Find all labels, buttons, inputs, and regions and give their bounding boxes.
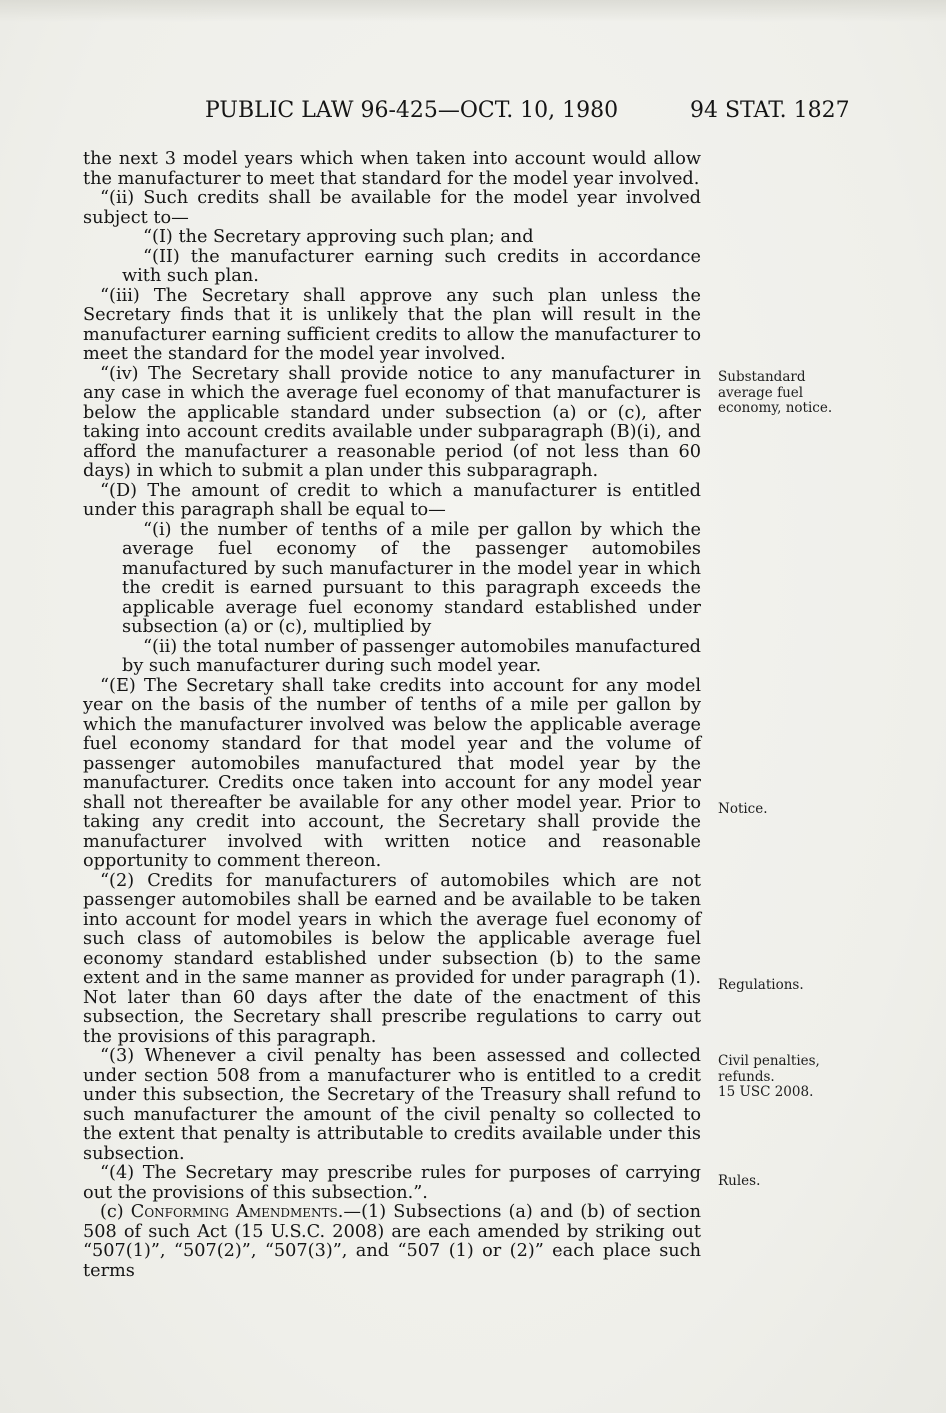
margin-note-line: economy, notice. — [718, 400, 833, 416]
paragraph-2-non-passenger-credits: “(2) Credits for manufacturers of automobiles which are not passenger automobiles shall be earned and be available to be taken into account for model years in which the average fuel economy of such class of automobiles is below the applicable average fuel economy standard established under subsection (b) to the same extent and in the same manner as provided for under paragraph (1). Not later than 60 days after the date of the enactment of this subsection, the Secretary shall prescribe regulations to carry out the provisions of this paragraph. — [83, 870, 701, 1047]
margin-note-civil-penalties — [718, 1054, 848, 1101]
margin-note-line: Substandard — [718, 369, 806, 385]
margin-note-line: refunds. — [718, 1068, 775, 1085]
paragraph-I-secretary-approving: “(I) the Secretary approving such plan; and — [143, 227, 534, 247]
paragraph-ii-total-number: “(ii) the total number of passenger automobiles manufactured by such manufacturer during such model year. — [122, 636, 701, 676]
paragraph-i-tenths-of-mile: “(i) the number of tenths of a mile per gallon by which the average fuel economy of the passenger automobiles manufactured by such manufacturer in the model year in which the credit is earned pursuant to this paragraph exceeds the applicable average fuel economy standard established under subsection (a) or (c), multiplied by — [122, 519, 701, 637]
paragraph-3-civil-penalty-refund: “(3) Whenever a civil penalty has been assessed and collected under section 508 from a manufacturer who is entitled to a credit under this subsection, the Secretary of the Treasury shall refund to such manufacturer the amount of the civil penalty so collected to the extent that penalty is attributable to credits available under this subsection. — [83, 1046, 701, 1164]
paragraph-II-manufacturer-earning: “(II) the manufacturer earning such credits in accordance with such plan. — [122, 246, 701, 286]
margin-note-line: 15 USC 2008. — [718, 1084, 814, 1100]
conforming-heading: Conforming Amendments — [130, 1202, 338, 1222]
paragraph-iii-approve-plan: “(iii) The Secretary shall approve any such plan unless the Secretary finds that it is unlikely that the plan will result in the manufacturer earning sufficient credits to allow the manufacturer to meet the standard for the model year involved. — [83, 285, 701, 364]
paragraph-iv-notice: “(iv) The Secretary shall provide notice to any manufacturer in any case in which the average fuel economy of that manufacturer is below the applicable standard under subsection (a) or (c), after taking into account credits available under subparagraph (B)(i), and afford the manufacturer a reasonable period (of not less than 60 days) in which to submit a plan under this subparagraph. — [83, 363, 701, 481]
margin-note-line: Regulations. — [718, 977, 804, 993]
margin-note-line: average fuel — [718, 384, 804, 401]
page-scan-edge — [0, 0, 946, 22]
paragraph-E-take-credits: “(E) The Secretary shall take credits into account for any model year on the basis of the number of tenths of a mile per gallon by which the manufacturer involved was below the applicable average fuel economy standard for that model year and the volume of passenger automobiles manufactured that model year by the manufacturer. Credits once taken into account for any model year shall not thereafter be available for any other model year. Prior to taking any credit into account, the Secretary shall provide the manufacturer involved with written notice and reasonable opportunity to comment thereon. — [83, 675, 701, 871]
conforming-text: .—(1) Subsections (a) and (b) of section 508 of such Act (15 U.S.C. 2008) are each amended by striking out “507(1)”, “507(2)”, “507(3)”, and “507 (1) or (2)” each place such terms — [83, 1202, 701, 1281]
paragraph-4-rules: “(4) The Secretary may prescribe rules for purposes of carrying out the provisions of this subsection.”. — [83, 1163, 701, 1203]
paragraph-D-amount-of-credit: “(D) The amount of credit to which a manufacturer is entitled under this paragraph shall be equal to— — [83, 480, 701, 520]
margin-note-notice — [718, 802, 848, 818]
running-header-title: PUBLIC LAW 96-425—OCT. 10, 1980 — [205, 98, 619, 123]
paragraph-c-conforming-amendments — [83, 1203, 701, 1281]
margin-note-regulations — [718, 978, 848, 994]
margin-note-line: Rules. — [718, 1173, 761, 1189]
statute-body — [83, 150, 701, 1281]
margin-note-line: Civil penalties, — [718, 1053, 820, 1069]
running-header-stat: 94 STAT. 1827 — [690, 98, 850, 123]
margin-note-substandard — [718, 370, 848, 417]
paragraph-continuation: the next 3 model years which when taken into account would allow the manufacturer to meet that standard for the model year involved. — [83, 149, 701, 189]
conforming-prefix: (c) — [100, 1202, 131, 1222]
margin-note-rules — [718, 1174, 848, 1190]
paragraph-ii-credits-available: “(ii) Such credits shall be available for the model year involved subject to— — [83, 188, 701, 228]
margin-note-line: Notice. — [718, 801, 768, 817]
